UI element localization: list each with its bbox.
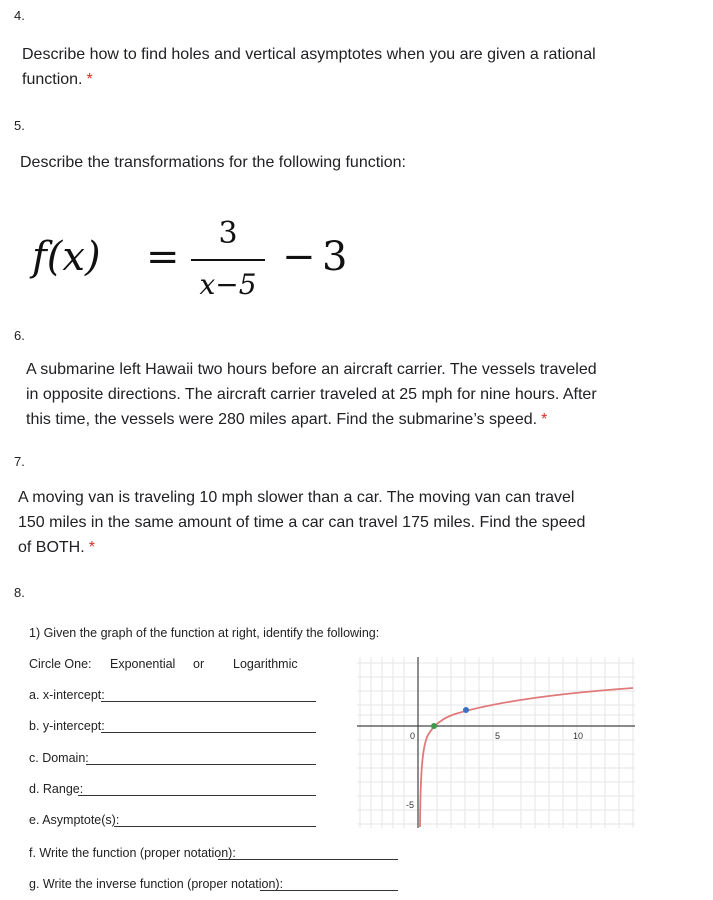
question-7-line-3 xyxy=(18,535,698,560)
worksheet-item-g: g. Write the inverse function (proper notation): xyxy=(29,877,284,891)
answer-line-f xyxy=(218,859,398,860)
log-graph xyxy=(355,655,637,830)
answer-line-e xyxy=(114,826,316,827)
question-4-line-2 xyxy=(22,67,702,92)
formula-denominator: x−5 xyxy=(199,268,257,301)
required-asterisk: * xyxy=(541,411,548,428)
question-4-line-2-text: function. xyxy=(22,71,83,88)
answer-line-g xyxy=(260,890,398,891)
question-7-line-1: A moving van is traveling 10 mph slower than a car. The moving van can travel xyxy=(18,489,575,506)
graph-point-reference xyxy=(463,707,469,713)
worksheet-option-exponential: Exponential xyxy=(110,657,176,671)
question-6-number: 6. xyxy=(14,328,25,343)
answer-line-d xyxy=(78,795,316,796)
formula-constant: 3 xyxy=(322,234,348,280)
question-7-line-2: 150 miles in the same amount of time a car can travel 175 miles. Find the speed xyxy=(18,514,586,531)
worksheet-option-logarithmic: Logarithmic xyxy=(233,657,298,671)
question-6-line-2: in opposite directions. The aircraft carrier traveled at 25 mph for nine hours. After xyxy=(26,386,597,403)
worksheet-image xyxy=(0,615,713,900)
graph-grid xyxy=(357,657,635,828)
worksheet-circle-one: Circle One: xyxy=(29,657,92,671)
question-7-text xyxy=(18,485,698,560)
formula-equals: = xyxy=(146,234,180,280)
question-6-line-1: A submarine left Hawaii two hours before an aircraft carrier. The vessels traveled xyxy=(26,361,597,378)
worksheet-item-b: b. y-intercept: xyxy=(29,719,105,733)
answer-line-b xyxy=(101,732,316,733)
question-5-text: Describe the transformations for the following function: xyxy=(20,154,406,171)
question-4-line-1: Describe how to find holes and vertical asymptotes when you are given a rational xyxy=(22,46,596,63)
worksheet-item-c: c. Domain: xyxy=(29,751,89,765)
question-4-text xyxy=(22,42,702,92)
question-6-line-3 xyxy=(26,407,706,432)
formula-fraction-bar xyxy=(191,259,265,261)
formula-minus: − xyxy=(282,234,316,280)
question-8-number: 8. xyxy=(14,585,25,600)
graph-point-x-intercept xyxy=(431,723,437,729)
question-6-text xyxy=(26,357,706,432)
formula-image xyxy=(0,210,400,320)
graph-curve xyxy=(420,688,633,827)
graph-label-zero: 0 xyxy=(410,731,416,741)
question-5-number: 5. xyxy=(14,118,25,133)
question-7-line-3-text: of BOTH. xyxy=(18,539,85,556)
question-6-line-3-text: this time, the vessels were 280 miles apart. Find the submarine’s speed. xyxy=(26,411,538,428)
worksheet-item-a: a. x-intercept: xyxy=(29,688,105,702)
formula-numerator: 3 xyxy=(218,216,238,251)
graph-label-neg-five: -5 xyxy=(406,800,415,810)
required-asterisk: * xyxy=(88,539,95,556)
worksheet-prompt: 1) Given the graph of the function at right, identify the following: xyxy=(29,626,380,640)
answer-line-a xyxy=(101,701,316,702)
worksheet-item-d: d. Range: xyxy=(29,782,84,796)
worksheet-option-or: or xyxy=(193,657,205,671)
worksheet-item-e: e. Asymptote(s): xyxy=(29,813,120,827)
answer-line-c xyxy=(86,764,316,765)
required-asterisk: * xyxy=(86,71,93,88)
question-7-number: 7. xyxy=(14,454,25,469)
graph-label-five: 5 xyxy=(495,731,501,741)
graph-label-ten: 10 xyxy=(573,731,584,741)
question-4-number: 4. xyxy=(14,8,25,23)
worksheet-item-f: f. Write the function (proper notation): xyxy=(29,846,236,860)
formula-lhs: f(x) xyxy=(32,234,101,280)
